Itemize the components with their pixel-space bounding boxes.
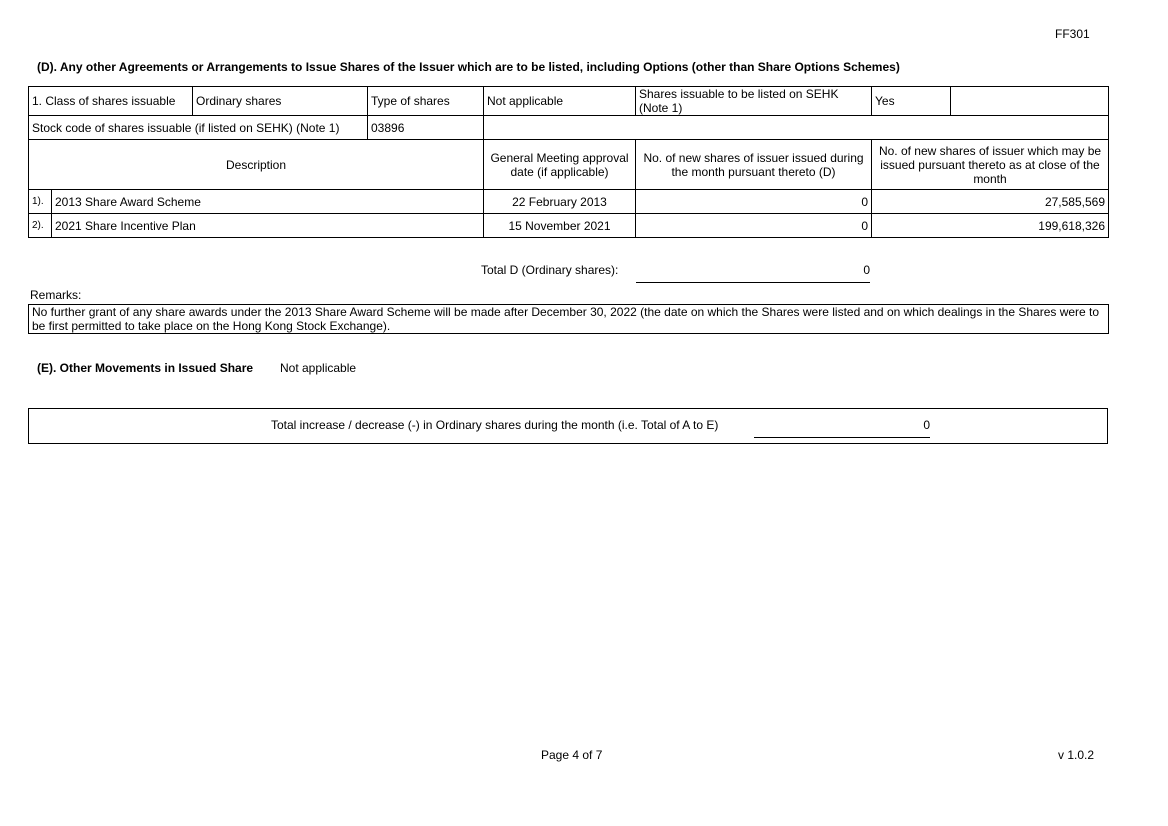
total-increase-label: Total increase / decrease (-) in Ordinary shares during the month (i.e. Total of A to E) <box>271 418 719 432</box>
stock-code-value: 03896 <box>368 116 484 140</box>
row-may-issue: 27,585,569 <box>872 190 1109 214</box>
section-e-title: (E). Other Movements in Issued Share <box>37 361 254 375</box>
version: v 1.0.2 <box>1058 748 1095 762</box>
header-may-issue: No. of new shares of issuer which may be issued pursuant thereto as at close of the month <box>872 140 1109 190</box>
header-description: Description <box>29 140 484 190</box>
section-d-table <box>28 86 1109 238</box>
row-gm-date: 15 November 2021 <box>484 214 636 238</box>
listed-value: Yes <box>872 87 951 116</box>
row-issued: 0 <box>636 190 872 214</box>
type-label: Type of shares <box>368 87 484 116</box>
class-label: 1. Class of shares issuable <box>29 87 193 116</box>
listed-label: Shares issuable to be listed on SEHK (Note 1) <box>636 87 872 116</box>
row-number: 2). <box>29 214 52 238</box>
type-value: Not applicable <box>484 87 636 116</box>
header-issued: No. of new shares of issuer issued during the month pursuant thereto (D) <box>636 140 872 190</box>
header-gm-date: General Meeting approval date (if applicable) <box>484 140 636 190</box>
page-number: Page 4 of 7 <box>541 748 603 762</box>
stock-code-blank <box>484 116 1109 140</box>
section-e-value: Not applicable <box>280 361 357 375</box>
total-d-label: Total D (Ordinary shares): <box>481 263 619 277</box>
listed-blank <box>951 87 1109 116</box>
row-issued: 0 <box>636 214 872 238</box>
row-description: 2021 Share Incentive Plan <box>52 214 484 238</box>
row-may-issue: 199,618,326 <box>872 214 1109 238</box>
class-value: Ordinary shares <box>193 87 368 116</box>
row-description: 2013 Share Award Scheme <box>52 190 484 214</box>
remarks-label: Remarks: <box>30 288 82 302</box>
row-number: 1). <box>29 190 52 214</box>
total-increase-value: 0 <box>754 418 930 438</box>
row-gm-date: 22 February 2013 <box>484 190 636 214</box>
total-d-value: 0 <box>636 263 870 283</box>
form-code: FF301 <box>1055 27 1090 41</box>
section-d-title: (D). Any other Agreements or Arrangements to Issue Shares of the Issuer which are to be listed, including Options (other than Share Options Schemes) <box>37 60 900 74</box>
table-row <box>29 190 1109 214</box>
total-increase-box <box>28 408 1108 444</box>
remarks-text: No further grant of any share awards under the 2013 Share Award Scheme will be made after December 30, 2022 (the date on which the Shares were listed and on which dealings in the Shares were to be first permitted to take place on the Hong Kong Stock Exchange). <box>28 304 1109 334</box>
stock-code-label: Stock code of shares issuable (if listed on SEHK) (Note 1) <box>29 116 368 140</box>
table-row <box>29 214 1109 238</box>
